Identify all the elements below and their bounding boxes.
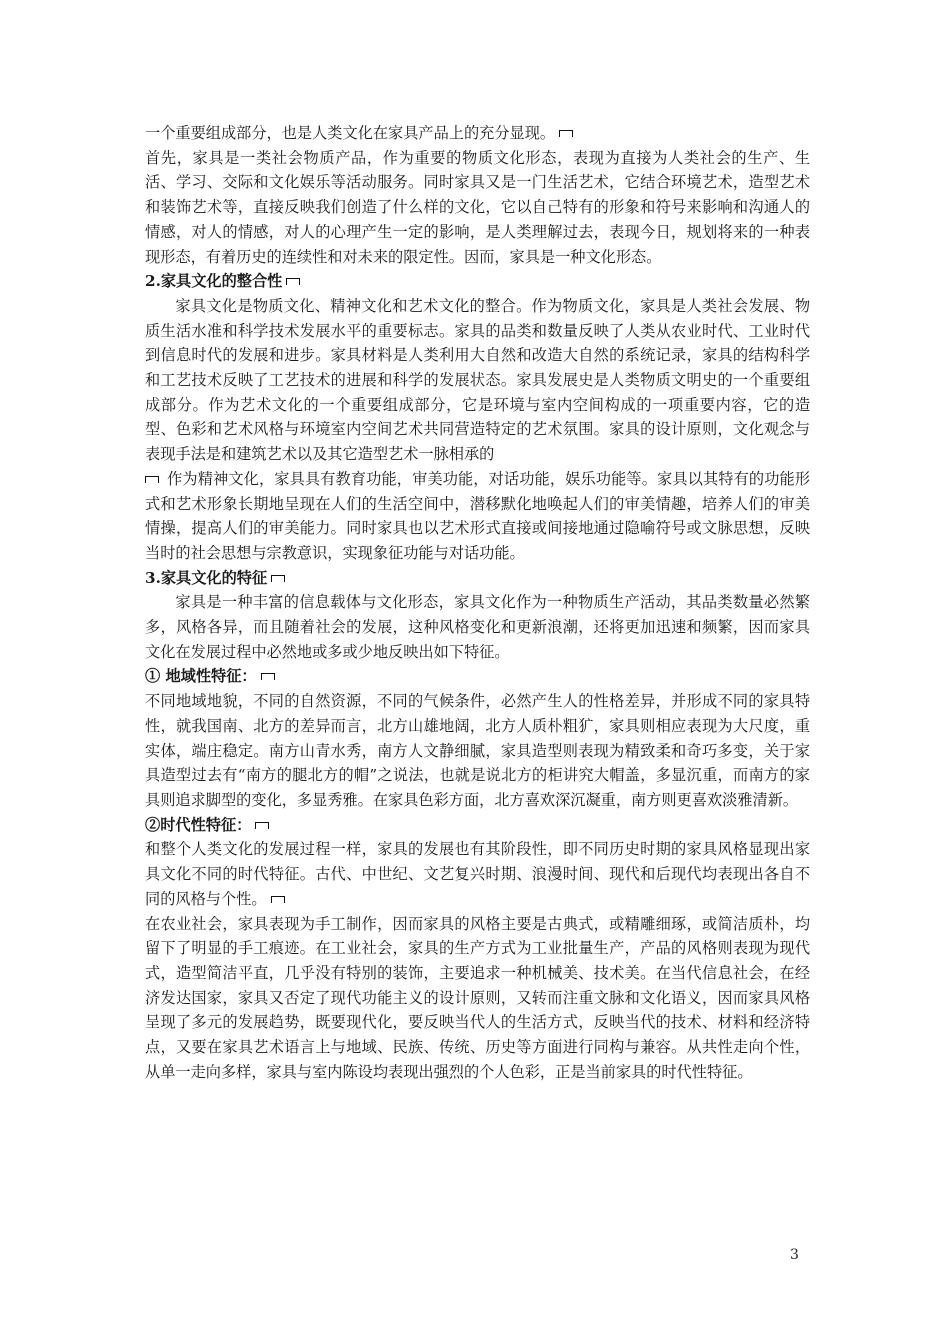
section-heading xyxy=(145,566,810,591)
heading-text: 3.家具文化的特征 xyxy=(145,568,268,587)
paragraph-mark-icon xyxy=(255,822,269,829)
paragraph xyxy=(145,294,810,566)
paragraph xyxy=(145,837,810,911)
paragraph-mark-icon xyxy=(271,575,285,582)
paragraph-text: 一个重要组成部分，也是人类文化在家具产品上的充分显现。 xyxy=(145,124,556,142)
subsection-heading xyxy=(145,664,810,689)
subsection-heading xyxy=(145,813,810,838)
paragraph-text: 和整个人类文化的发展过程一样，家具的发展也有其阶段性，即不同历史时期的家具风格显现出家具文化不同的时代特征。古代、中世纪、文艺复兴时期、浪漫时间、现代和后现代均表现出各自不同的风格与个性。 xyxy=(145,840,810,908)
paragraph: 家具是一种丰富的信息载体与文化形态，家具文化作为一种物质生产活动，其品类数量必然繁多，风格各异，而且随着社会的发展，这种风格变化和更新浪潮，还将更加迅速和频繁，因而家具文化在发展过程中必然地或多或少地反映出如下特征。 xyxy=(145,593,810,661)
heading-text: ① 地域性特征： xyxy=(145,667,257,686)
paragraph-mark-icon xyxy=(261,673,275,680)
paragraph: 首先，家具是一类社会物质产品，作为重要的物质文化形态，表现为直接为人类社会的生产、生活、学习、交际和文化娱乐等活动服务。同时家具又是一门生活艺术，它结合环境艺术，造型艺术和装饰艺术等，直接反映我们创造了什么样的文化，它以自己特有的形象和符号来影响和沟通人的情感，对人的情感，对人的心理产生一定的影响，是人类理解过去，表现今日，规划将来的一种表现形态，有着历史的连续性和对未来的限定性。因而，家具是一种文化形态。 xyxy=(145,148,810,266)
heading-text: 2.家具文化的整合性 xyxy=(145,272,283,291)
paragraph-text: 家具文化是物质文化、精神文化和艺术文化的整合。作为物质文化，家具是人类社会发展、物质生活水准和科学技术发展水平的重要标志。家具的品类和数量反映了人类从农业时代、工业时代到信息时代的发展和进步。家具材料是人类利用大自然和改造大自然的系统记录，家具的结构科学和工艺技术反映了工艺技术的进展和科学的发展状态。家具发展史是人类物质文明史的一个重要组成部分。作为艺术文化的一个重要组成部分，它是环境与室内空间构成的一项重要内容，它的造型、色彩和艺术风格与环境室内空间艺术共同营造特定的艺术氛围。家具的设计原则，文化观念与表现手法是和建筑艺术以及其它造型艺术一脉相承的 xyxy=(145,296,810,464)
paragraph: 在农业社会，家具表现为手工制作，因而家具的风格主要是古典式，或精雕细琢，或简洁质朴，均留下了明显的手工痕迹。在工业社会，家具的生产方式为工业批量生产，产品的风格则表现为现代式，造型简洁平直，几乎没有特别的装饰，主要追求一种机械美、技术美。在当代信息社会，在经济发达国家，家具又否定了现代功能主义的设计原则，又转而注重文脉和文化语义，因而家具风格呈现了多元的发展趋势，既要现代化，要反映当代人的生活方式，反映当代的技术、材料和经济特点，又要在家具艺术语言上与地域、民族、传统、历史等方面进行同构与兼容。从共性走向个性，从单一走向多样，家具与室内陈设均表现出强烈的个人色彩，正是当前家具的时代性特征。 xyxy=(145,914,810,1081)
heading-text: ②时代性特征： xyxy=(145,815,252,834)
section-heading xyxy=(145,269,810,294)
document-body xyxy=(145,121,810,1084)
paragraph: 不同地域地貌，不同的自然资源，不同的气候条件，必然产生人的性格差异，并形成不同的家具特性，就我国南、北方的差异而言，北方山雄地阔，北方人质朴粗犷，家具则相应表现为大尺度，重实体，端庄稳定。南方山青水秀，南方人文静细腻，家具造型则表现为精致柔和奇巧多变，关于家具造型过去有“南方的腿北方的帽”之说法，也就是说北方的柜讲究大帽盖，多显沉重，而南方的家具则追求脚型的变化，多显秀雅。在家具色彩方面，北方喜欢深沉凝重，南方则更喜欢淡雅清新。 xyxy=(145,692,810,809)
paragraph-mark-icon xyxy=(145,476,159,483)
paragraph-mark-icon xyxy=(559,130,573,137)
page-number: 3 xyxy=(790,1247,799,1263)
paragraph xyxy=(145,121,810,146)
paragraph-text: 作为精神文化，家具具有教育功能，审美功能，对话功能，娱乐功能等。家具以其特有的功能形式和艺术形象长期地呈现在人们的生活空间中，潜移默化地唤起人们的审美情趣，培养人们的审美情操，提高人们的审美能力。同时家具也以艺术形式直接或间接地通过隐喻符号或文脉思想，反映当时的社会思想与宗教意识，实现象征功能与对话功能。 xyxy=(145,469,810,562)
paragraph-mark-icon xyxy=(271,896,285,903)
paragraph-mark-icon xyxy=(286,278,300,285)
